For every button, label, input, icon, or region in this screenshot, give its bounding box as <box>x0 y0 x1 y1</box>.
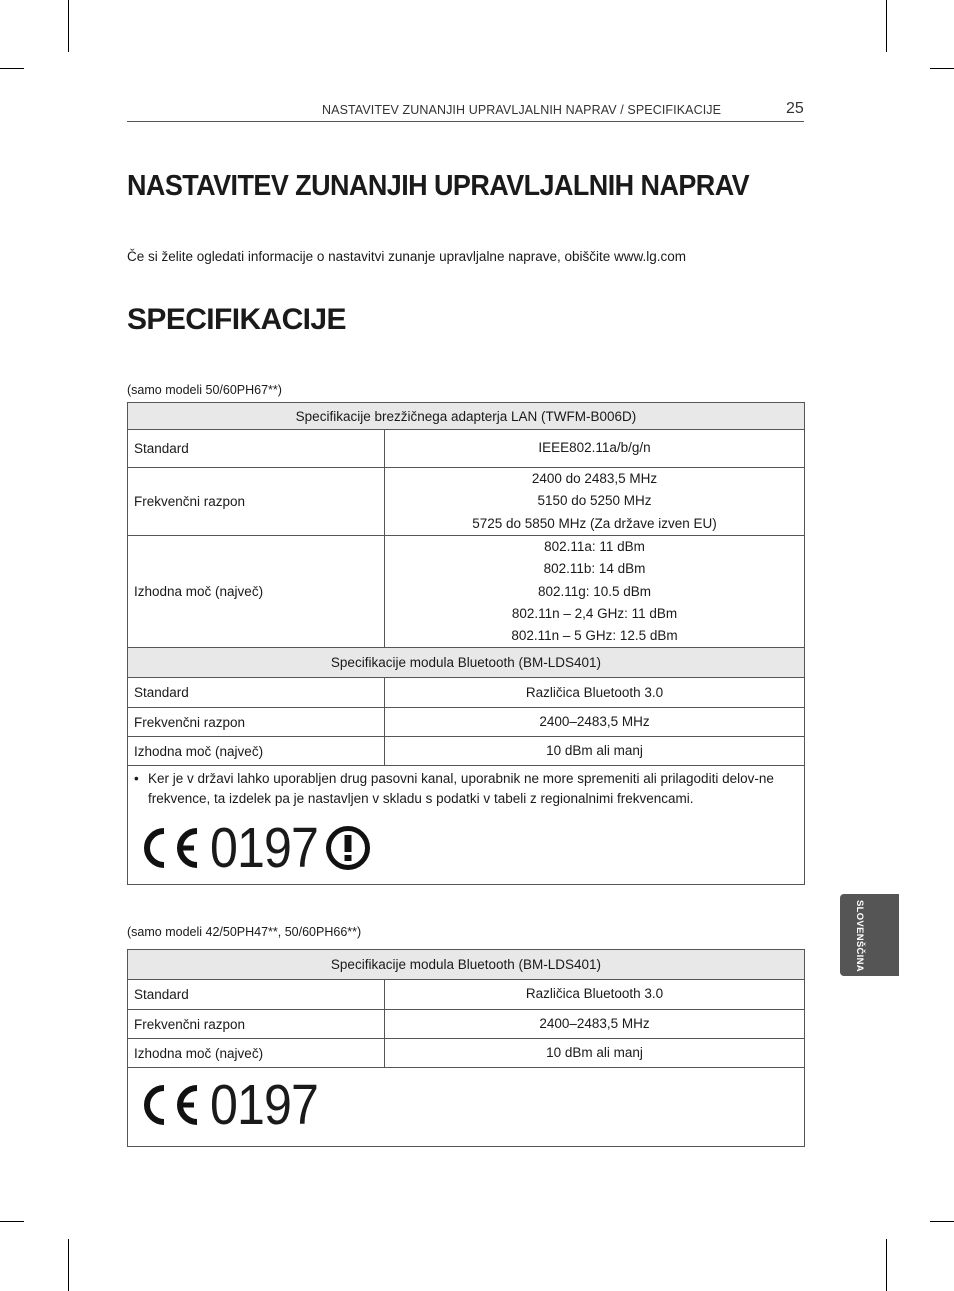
model-note-2: (samo modeli 42/50PH47**, 50/60PH66**) <box>127 925 362 939</box>
page-number: 25 <box>786 100 804 117</box>
row-value: 802.11n – 5 GHz: 12.5 dBm <box>511 628 678 644</box>
wlan-heading: Specifikacije brezžičnega adapterja LAN (TWFM-B006D) <box>128 403 805 430</box>
running-header: NASTAVITEV ZUNANJIH UPRAVLJALNIH NAPRAV / SPECIFIKACIJE <box>322 103 722 117</box>
spec-table-2 <box>127 949 805 1147</box>
table-row <box>128 1068 805 1147</box>
table-row <box>128 737 805 766</box>
table-section-heading <box>128 403 805 430</box>
crop-mark <box>0 1221 24 1222</box>
table-section-heading <box>128 648 805 678</box>
crop-mark <box>68 1239 69 1291</box>
row-value: 5725 do 5850 MHz (Za države izven EU) <box>472 515 717 531</box>
crop-mark <box>886 1239 887 1291</box>
row-value: 802.11b: 14 dBm <box>543 561 646 577</box>
row-value: 5150 do 5250 MHz <box>537 493 652 509</box>
section-title-specifications: SPECIFIKACIJE <box>127 303 346 336</box>
row-value: 10 dBm ali manj <box>385 737 805 766</box>
row-label: Izhodna moč (največ) <box>128 737 385 766</box>
table-row <box>128 980 805 1010</box>
alert-circle-icon <box>325 825 371 871</box>
header-rule <box>127 121 804 122</box>
row-value: 802.11g: 10.5 dBm <box>537 583 652 599</box>
table-row <box>128 1039 805 1068</box>
row-label: Standard <box>128 678 385 708</box>
row-value: 2400–2483,5 MHz <box>385 1010 805 1039</box>
bluetooth-heading: Specifikacije modula Bluetooth (BM-LDS401) <box>128 648 805 678</box>
row-label: Izhodna moč (največ) <box>128 536 385 648</box>
row-value: 802.11n – 2,4 GHz: 11 dBm <box>511 605 678 621</box>
ce-marking <box>134 1072 796 1137</box>
table-section-heading <box>128 950 805 980</box>
language-side-tab <box>840 894 899 976</box>
row-value: 802.11a: 11 dBm <box>544 539 645 554</box>
ce-logo-icon <box>134 1082 200 1128</box>
row-label: Frekvenčni razpon <box>128 708 385 737</box>
table-row <box>128 430 805 468</box>
row-label: Frekvenčni razpon <box>128 1010 385 1039</box>
row-value: 10 dBm ali manj <box>385 1039 805 1068</box>
ce-logo-icon <box>134 825 200 871</box>
row-label: Standard <box>128 430 385 468</box>
row-value: Različica Bluetooth 3.0 <box>385 678 805 708</box>
crop-mark <box>930 1221 954 1222</box>
table-row <box>128 468 805 536</box>
table-row <box>128 766 805 885</box>
bullet-note-text: Ker je v državi lahko uporabljen drug pasovni kanal, uporabnik ne more spremeniti ali prilagoditi delov-ne frekvence, ta izdelek pa je nastavljen v skladu s podatki v tabeli z regionalnimi frekvencami. <box>148 771 774 807</box>
row-label: Frekvenčni razpon <box>128 468 385 536</box>
row-value: 2400–2483,5 MHz <box>385 708 805 737</box>
notified-body-number: 0197 <box>210 1072 319 1137</box>
table-row <box>128 708 805 737</box>
language-tab-label: SLOVENŠČINA <box>854 900 865 972</box>
row-label: Standard <box>128 980 385 1010</box>
section-title-remote-setup: NASTAVITEV ZUNANJIH UPRAVLJALNIH NAPRAV <box>127 170 750 202</box>
bluetooth-heading: Specifikacije modula Bluetooth (BM-LDS401) <box>128 950 805 980</box>
spec-table-1 <box>127 402 805 885</box>
row-label: Izhodna moč (največ) <box>128 1039 385 1068</box>
ce-marking <box>134 815 796 880</box>
table-row <box>128 1010 805 1039</box>
row-value: IEEE802.11a/b/g/n <box>538 440 651 456</box>
table-row <box>128 536 805 648</box>
row-value: Različica Bluetooth 3.0 <box>385 980 805 1010</box>
model-note-1: (samo modeli 50/60PH67**) <box>127 383 282 397</box>
crop-mark <box>930 68 954 69</box>
table-row <box>128 678 805 708</box>
bullet-icon: • <box>134 771 139 787</box>
notified-body-number: 0197 <box>210 815 319 880</box>
crop-mark <box>886 0 887 52</box>
crop-mark <box>68 0 69 52</box>
crop-mark <box>0 68 24 69</box>
intro-paragraph: Če si želite ogledati informacije o nastavitvi zunanje upravljalne naprave, obiščite www.lg.com <box>127 249 687 264</box>
bullet-note <box>134 769 796 809</box>
row-value: 2400 do 2483,5 MHz <box>531 471 658 487</box>
